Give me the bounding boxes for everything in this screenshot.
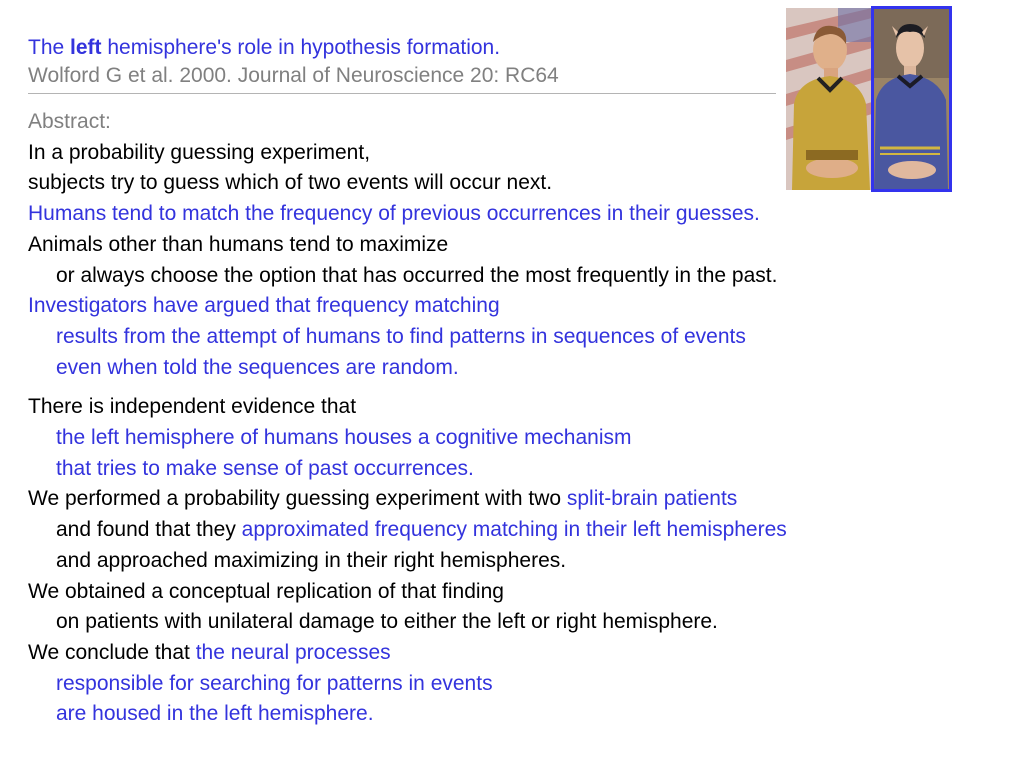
abstract-line: subjects try to guess which of two events will occur next. [28, 171, 553, 195]
title-suffix: hemisphere's role in hypothesis formation. [101, 36, 501, 59]
abstract-line: that tries to make sense of past occurrences. [56, 456, 474, 480]
abstract-line: even when told the sequences are random. [56, 355, 459, 379]
abstract [28, 107, 1008, 730]
abstract-line: the left hemisphere of humans houses a cognitive mechanism [56, 426, 632, 450]
abstract-line: Humans tend to match the frequency of previous occurrences in their guesses. [28, 202, 760, 226]
page-title [28, 33, 778, 62]
title-emphasis: left [70, 36, 102, 59]
abstract-line: are housed in the left hemisphere. [56, 702, 374, 726]
abstract-line: and approached maximizing in their right hemispheres. [56, 548, 567, 572]
highlight-text: approximated frequency matching in their left hemispheres [241, 518, 787, 542]
abstract-line [28, 638, 1008, 669]
abstract-line: responsible for searching for patterns in events [56, 671, 493, 695]
abstract-line: In a probability guessing experiment, [28, 140, 371, 164]
abstract-line: Investigators have argued that frequency matching [28, 294, 500, 318]
abstract-line [28, 515, 1008, 546]
abstract-line: or always choose the option that has occurred the most frequently in the past. [56, 263, 778, 287]
line-text: We conclude that [28, 640, 196, 664]
line-text: and found that they [56, 518, 242, 542]
divider [28, 93, 776, 94]
abstract-label: Abstract: [28, 110, 111, 133]
header [28, 33, 778, 90]
abstract-line: results from the attempt of humans to find patterns in sequences of events [56, 324, 746, 348]
highlight-text: the neural processes [195, 640, 391, 664]
title-prefix: The [28, 36, 71, 59]
abstract-line: Animals other than humans tend to maximize [28, 232, 449, 256]
line-text: We performed a probability guessing experiment with two [28, 487, 567, 511]
abstract-line: We obtained a conceptual replication of that finding [28, 579, 504, 603]
abstract-line [28, 484, 1008, 515]
citation: Wolford G et al. 2000. Journal of Neuroscience 20: RC64 [28, 64, 559, 87]
abstract-line: on patients with unilateral damage to either the left or right hemisphere. [56, 610, 718, 634]
highlight-text: split-brain patients [566, 487, 738, 511]
abstract-line: There is independent evidence that [28, 395, 357, 419]
